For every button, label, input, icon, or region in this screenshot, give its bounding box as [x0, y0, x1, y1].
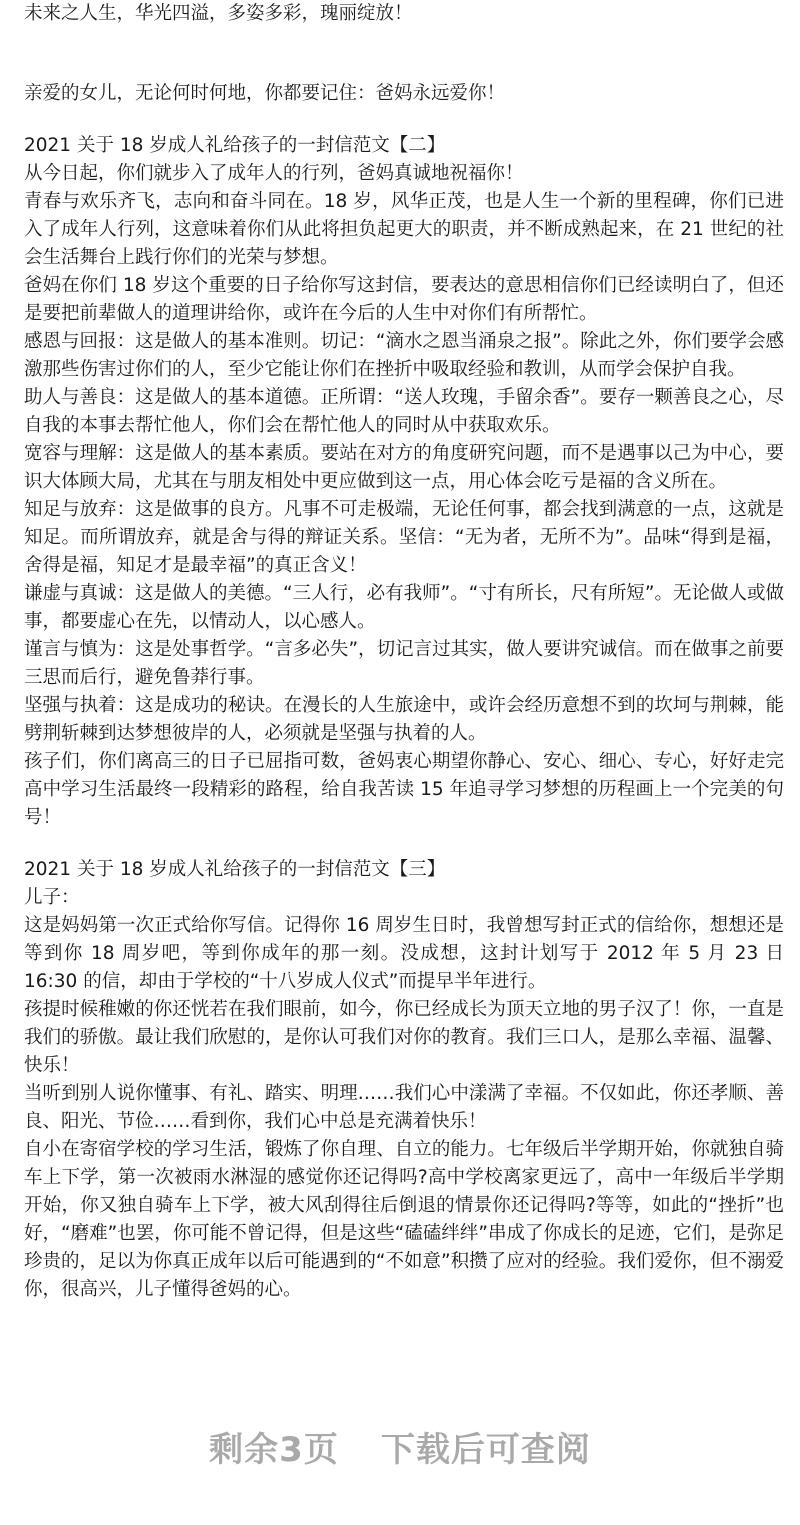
paragraph: 儿子：	[24, 887, 80, 908]
paragraph: 这是妈妈第一次正式给你写信。记得你 16 周岁生日时，我曾想写封正式的信给你，想想还是等到你 18 周岁吧，等到你成年的那一刻。没成想，这封计划写于 2012 年 5 月 23 日 16:30 的信，却由于学校的“十八岁成人仪式”而提早半年进行。	[24, 915, 784, 992]
section-2	[24, 132, 784, 832]
document-body	[24, 0, 784, 1380]
paragraph: 知足与放弃：这是做事的良方。凡事不可走极端，无论任何事，都会找到满意的一点，这就是知足。而所谓放弃，就是舍与得的辩证关系。坚信：“无为者，无所不为”。品味“得到是福，舍得是福，知足才是最幸福”的真正含义！	[24, 499, 784, 576]
intro-line: 未来之人生，华光四溢，多姿多彩，瑰丽绽放！	[24, 3, 413, 24]
section-3	[24, 856, 784, 1304]
paragraph: 谦虚与真诚：这是做人的美德。“三人行，必有我师”。“寸有所长，尺有所短”。无论做人或做事，都要虚心在先，以情动人，以心感人。	[24, 583, 784, 632]
paragraph: 感恩与回报：这是做人的基本准则。切记：“滴水之恩当涌泉之报”。除此之外，你们要学会感激那些伤害过你们的人，至少它能让你们在挫折中吸取经验和教训，从而学会保护自我。	[24, 331, 784, 380]
paragraph: 当听到别人说你懂事、有礼、踏实、明理……我们心中漾满了幸福。不仅如此，你还孝顺、善良、阳光、节俭……看到你，我们心中总是充满着快乐！	[24, 1083, 784, 1132]
paragraph: 坚强与执着：这是成功的秘诀。在漫长的人生旅途中，或许会经历意想不到的坎坷与荆棘，能劈荆斩棘到达梦想彼岸的人，必须就是坚强与执着的人。	[24, 695, 784, 744]
download-to-read-label[interactable]: 下载后可查阅	[380, 1430, 591, 1470]
paragraph: 孩子们，你们离高三的日子已屈指可数，爸妈衷心期望你静心、安心、细心、专心，好好走完高中学习生活最终一段精彩的路程，给自我苦读 15 年追寻学习梦想的历程画上一个完美的句号！	[24, 751, 784, 828]
closing-intro: 亲爱的女儿，无论何时何地，你都要记住：爸妈永远爱你！	[24, 83, 506, 104]
paragraph: 爸妈在你们 18 岁这个重要的日子给你写这封信，要表达的意思相信你们已经读明白了，但还是要把前辈做人的道理讲给你，或许在今后的人生中对你们有所帮忙。	[24, 275, 784, 324]
paragraph: 谨言与慎为：这是处事哲学。“言多必失”，切记言过其实，做人要讲究诚信。而在做事之前要三思而后行，避免鲁莽行事。	[24, 639, 784, 688]
paragraph: 从今日起，你们就步入了成年人的行列，爸妈真诚地祝福你！	[24, 163, 524, 184]
download-footer[interactable]	[0, 1422, 800, 1471]
paragraph: 孩提时候稚嫩的你还恍若在我们眼前，如今，你已经成长为顶天立地的男子汉了！你，一直是我们的骄傲。最让我们欣慰的，是你认可我们对你的教育。我们三口人，是那么幸福、温馨、快乐！	[24, 999, 784, 1076]
remaining-pages-label: 剩余3页	[209, 1430, 339, 1470]
paragraph: 自小在寄宿学校的学习生活，锻炼了你自理、自立的能力。七年级后半学期开始，你就独自骑车上下学，第一次被雨水淋湿的感觉你还记得吗?高中学校离家更远了，高中一年级后半学期开始，你又独自骑车上下学，被大风刮得往后倒退的情景你还记得吗?等等，如此的“挫折”也好，“磨难”也罢，你可能不曾记得，但是这些“磕磕绊绊”串成了你成长的足迹，它们，是弥足珍贵的，足以为你真正成年以后可能遇到的“不如意”积攒了应对的经验。我们爱你，但不溺爱你，很高兴，儿子懂得爸妈的心。	[24, 1139, 784, 1300]
paragraph: 宽容与理解：这是做人的基本素质。要站在对方的角度研究问题，而不是遇事以己为中心，要识大体顾大局，尤其在与朋友相处中更应做到这一点，用心体会吃亏是福的含义所在。	[24, 443, 784, 492]
paragraph: 青春与欢乐齐飞，志向和奋斗同在。18 岁，风华正茂，也是人生一个新的里程碑，你们已进入了成年人行列，这意味着你们从此将担负起更大的职责，并不断成熟起来，在 21 世纪的社会生活舞台上践行你们的光荣与梦想。	[24, 191, 784, 268]
section-3-heading: 2021 关于 18 岁成人礼给孩子的一封信范文【三】	[24, 859, 446, 880]
section-2-heading: 2021 关于 18 岁成人礼给孩子的一封信范文【二】	[24, 135, 446, 156]
paragraph: 助人与善良：这是做人的基本道德。正所谓：“送人玫瑰，手留余香”。要存一颗善良之心，尽自我的本事去帮忙他人，你们会在帮忙他人的同时从中获取欢乐。	[24, 387, 784, 436]
